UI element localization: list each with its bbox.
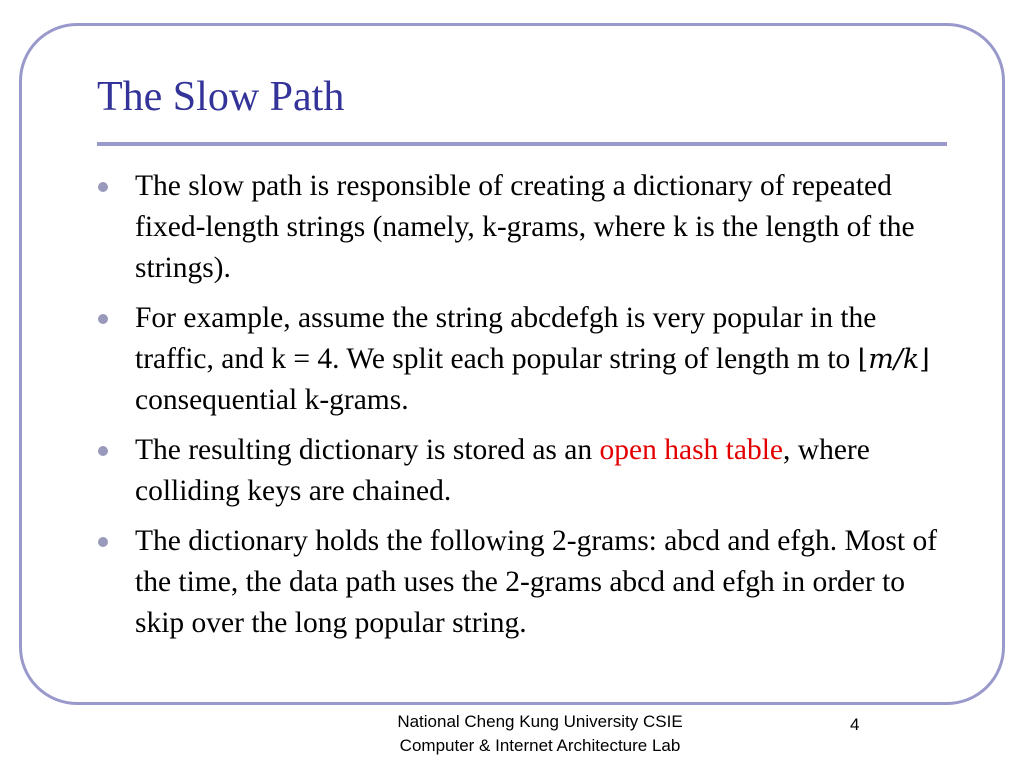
bullet-item <box>97 521 947 644</box>
bullet-item <box>97 430 947 512</box>
footer <box>340 710 740 758</box>
footer-line-lab: Computer & Internet Architecture Lab <box>399 736 681 755</box>
bullet-dot-icon <box>98 314 108 324</box>
footer-line-university: National Cheng Kung University CSIE <box>397 712 683 731</box>
bullet-text-continued: , where colliding keys are chained. <box>135 434 870 507</box>
bullet-item <box>97 298 947 421</box>
math-floor-expression <box>858 344 930 375</box>
floor-left-bracket: ⌊ <box>857 344 869 375</box>
bullet-text-continued: consequential k-grams. <box>135 384 409 416</box>
bullet-dot-icon <box>98 446 108 456</box>
page-number: 4 <box>850 715 860 734</box>
bullet-list <box>97 166 947 653</box>
highlighted-term: open hash table <box>599 434 784 466</box>
floor-right-bracket: ⌋ <box>919 344 930 375</box>
bullet-dot-icon <box>98 537 108 547</box>
slide-title: The Slow Path <box>97 74 345 120</box>
bullet-text: The dictionary holds the following 2-grams: abcd and efgh. Most of the time, the data path uses the 2-grams abcd and efgh in order to skip over the long popular string. <box>135 525 938 639</box>
bullet-text: For example, assume the string abcdefgh is very popular in the traffic, and k = 4. We split each popular string of length m to <box>135 302 877 375</box>
bullet-dot-icon <box>98 182 108 192</box>
bullet-text: The slow path is responsible of creating a dictionary of repeated fixed-length strings (namely, k-grams, where k is the length of the strings). <box>135 170 915 284</box>
bullet-text: The resulting dictionary is stored as an <box>135 434 600 466</box>
title-divider <box>97 142 947 146</box>
bullet-item <box>97 166 947 289</box>
math-expression: m/k <box>868 344 920 375</box>
